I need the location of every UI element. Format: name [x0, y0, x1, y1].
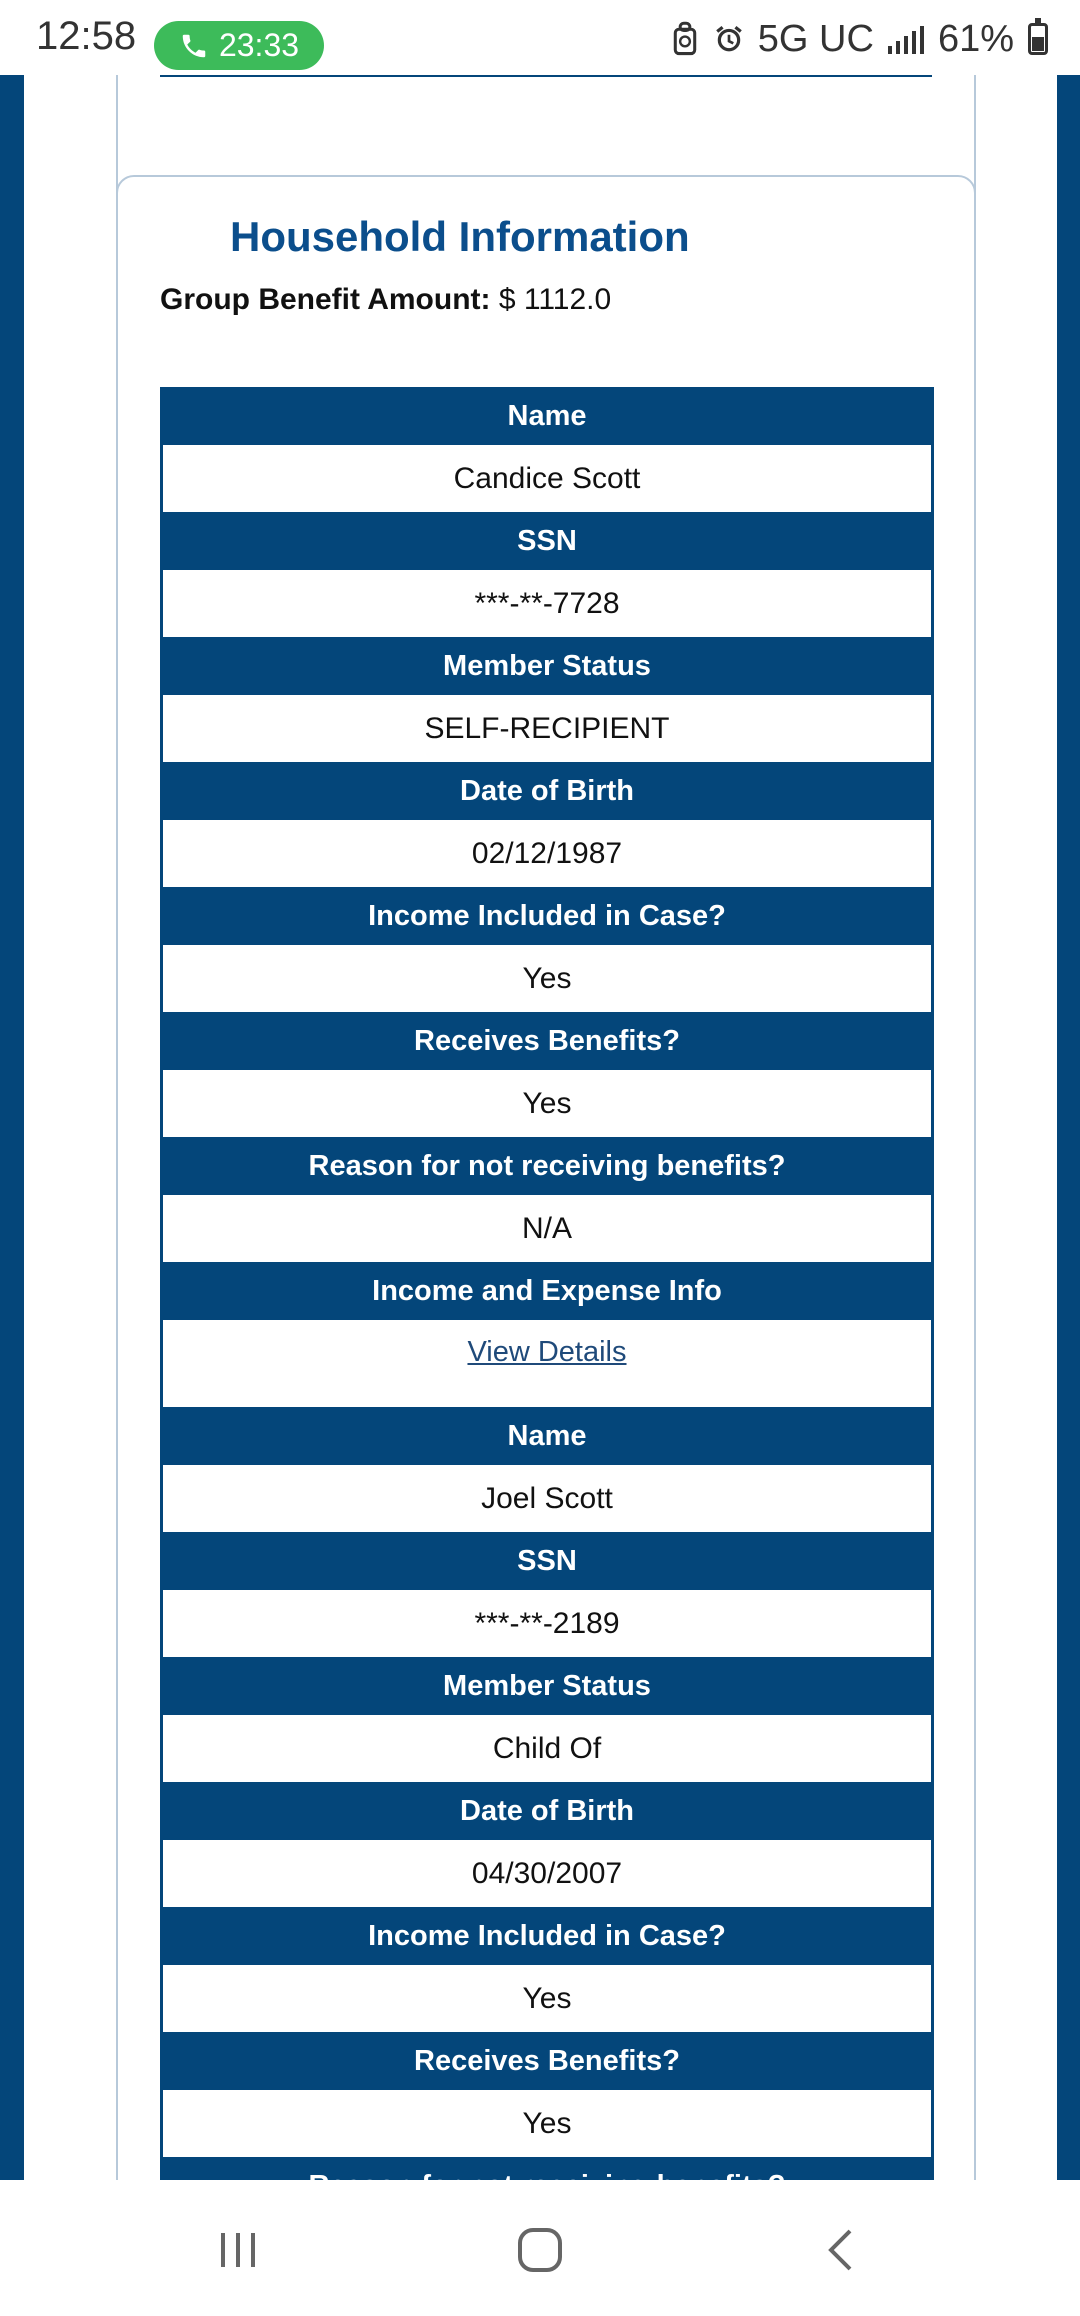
member-name: Joel Scott: [163, 1465, 931, 1532]
name-header: Name: [163, 1407, 931, 1465]
page-border-left: [0, 75, 24, 2180]
member-dob: 04/30/2007: [163, 1840, 931, 1907]
member-dob: 02/12/1987: [163, 820, 931, 887]
member-status-header: Member Status: [163, 1657, 931, 1715]
status-time: 12:58: [36, 14, 137, 58]
page-border-right: [1057, 75, 1080, 2180]
household-card: [116, 175, 976, 2275]
recent-apps-icon: [213, 2225, 263, 2275]
group-benefit-value: $ 1112.0: [498, 283, 612, 316]
ssn-header: SSN: [163, 1532, 931, 1590]
group-benefit-label: Group Benefit Amount:: [160, 283, 491, 316]
phone-icon: [179, 31, 209, 61]
home-icon: [515, 2225, 565, 2275]
ssn-header: SSN: [163, 512, 931, 570]
back-button[interactable]: [812, 2220, 872, 2280]
dob-header: Date of Birth: [163, 762, 931, 820]
status-bar: [0, 0, 1080, 75]
name-header: Name: [163, 387, 931, 445]
income-expense-header: Income and Expense Info: [163, 1262, 931, 1320]
navigation-bar: [0, 2180, 1080, 2316]
group-benefit: [160, 283, 611, 317]
recent-apps-button[interactable]: [208, 2220, 268, 2280]
member-ssn: ***-**-7728: [163, 570, 931, 637]
member-income-included: Yes: [163, 945, 931, 1012]
reason-header: Reason for not receiving benefits?: [163, 1137, 931, 1195]
alarm-icon: [714, 22, 744, 56]
dob-header: Date of Birth: [163, 1782, 931, 1840]
battery-percent: 61%: [937, 17, 1014, 60]
call-timer: 23:33: [218, 27, 300, 63]
household-title: Household Information: [230, 213, 690, 260]
member-income-included: Yes: [163, 1965, 931, 2032]
income-included-header: Income Included in Case?: [163, 1907, 931, 1965]
member-reason: N/A: [163, 1195, 931, 1262]
battery-icon: [1028, 23, 1048, 55]
page-content[interactable]: [24, 75, 1057, 2180]
receives-benefits-header: Receives Benefits?: [163, 1012, 931, 1070]
signal-icon: [888, 24, 924, 54]
income-expense-cell: [163, 1320, 931, 1407]
member-status: SELF-RECIPIENT: [163, 695, 931, 762]
member-name: Candice Scott: [163, 445, 931, 512]
view-details-link[interactable]: View Details: [467, 1336, 627, 1368]
receives-benefits-header: Receives Benefits?: [163, 2032, 931, 2090]
network-label: 5G UC: [757, 17, 874, 60]
member-ssn: ***-**-2189: [163, 1590, 931, 1657]
lock-rotation-icon: [670, 22, 700, 56]
household-members-table: [160, 387, 934, 2215]
member-status-header: Member Status: [163, 637, 931, 695]
ongoing-call-pill[interactable]: [154, 21, 324, 70]
back-icon: [817, 2225, 867, 2275]
home-button[interactable]: [510, 2220, 570, 2280]
income-included-header: Income Included in Case?: [163, 887, 931, 945]
member-receives-benefits: Yes: [163, 2090, 931, 2157]
member-status: Child Of: [163, 1715, 931, 1782]
member-receives-benefits: Yes: [163, 1070, 931, 1137]
